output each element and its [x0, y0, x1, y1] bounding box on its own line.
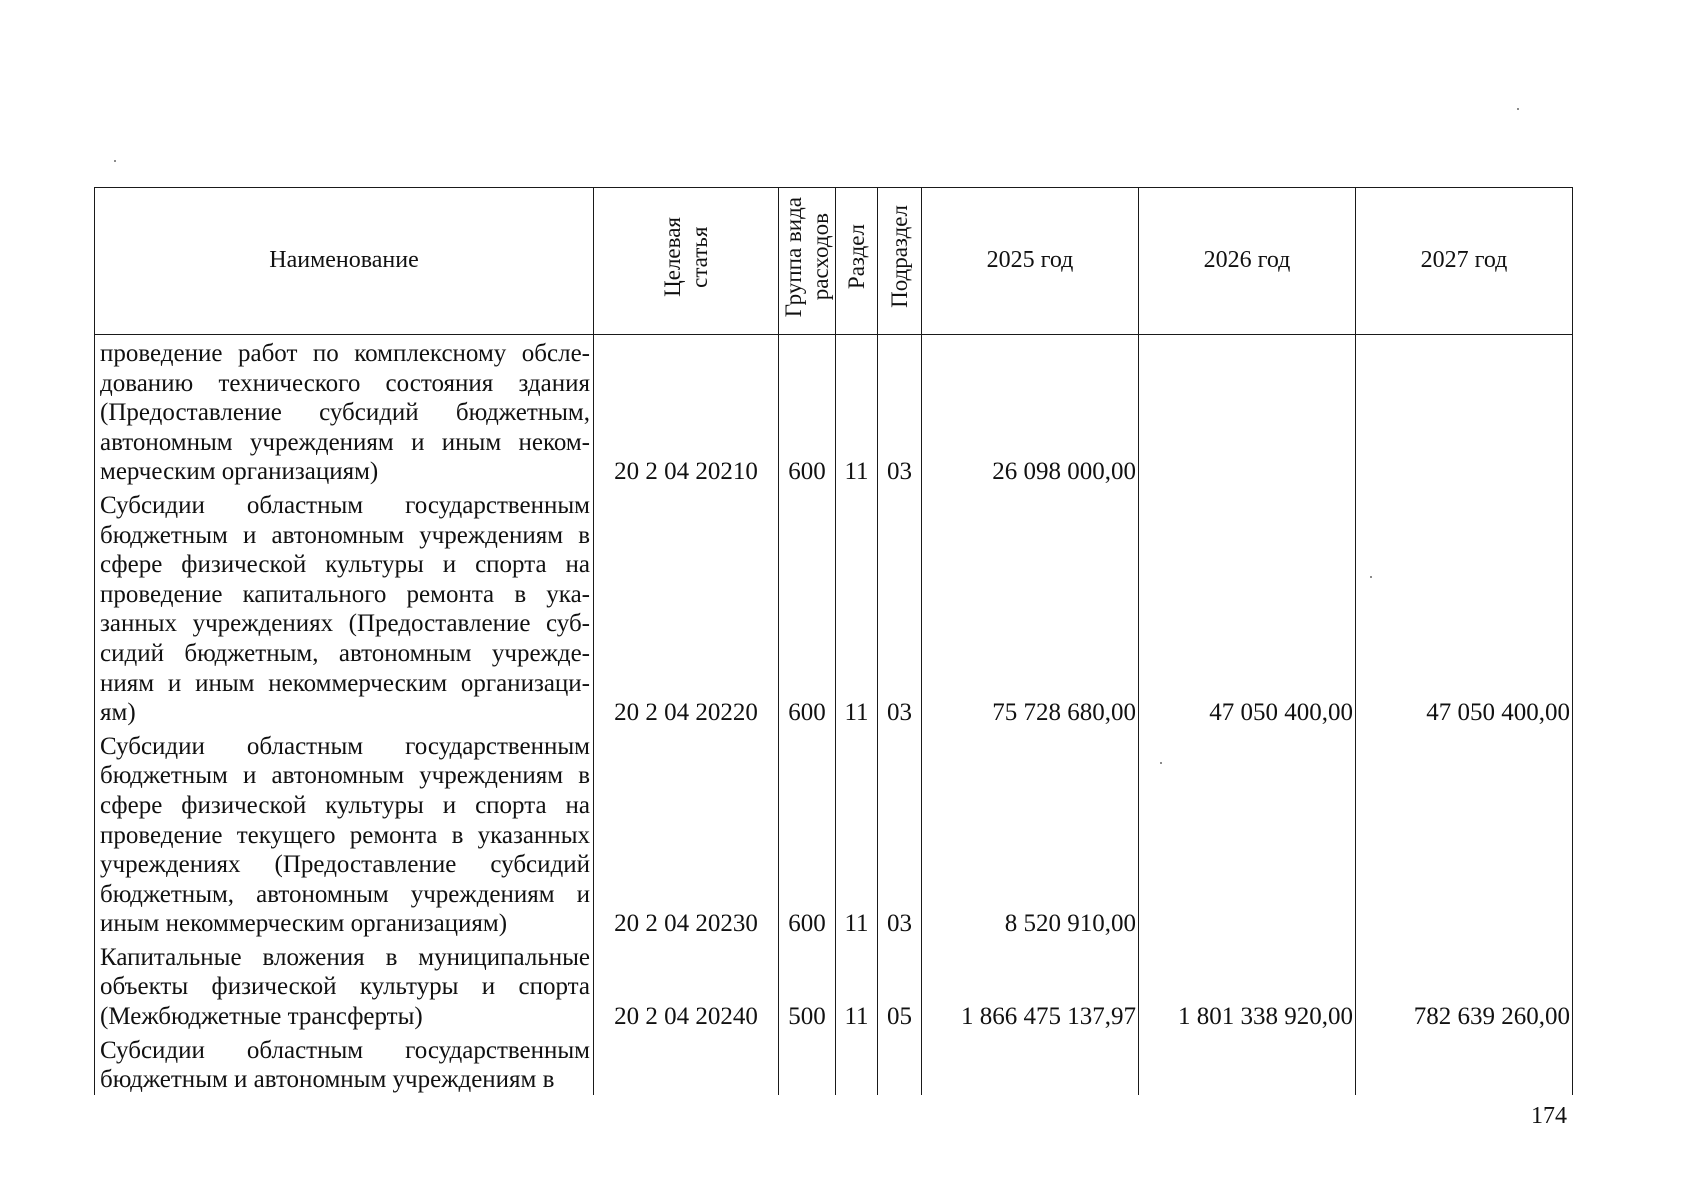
header-group-line2: расходов [808, 213, 833, 301]
row-2026 [1139, 1032, 1356, 1095]
row-section [836, 1032, 878, 1095]
row-subsection: 03 [878, 335, 922, 487]
header-target [594, 188, 779, 335]
row-2026 [1139, 335, 1356, 487]
row-subsection: 03 [878, 487, 922, 728]
row-2026: 1 801 338 920,00 [1139, 939, 1356, 1032]
row-group: 500 [779, 939, 836, 1032]
row-target [594, 1032, 779, 1095]
row-name: Субсидии областным государственным бюджетным и автономным учреждениям в [95, 1032, 594, 1095]
row-name: проведение работ по комплексному обсле-дованию технического состояния здания (Предоставление субсидий бюджетным, автономным учреждениям и иным неком-мерческим организациям) [95, 335, 594, 487]
header-section-text: Раздел [844, 224, 869, 290]
row-section: 11 [836, 335, 878, 487]
header-target-line2: статья [687, 226, 712, 288]
table-body [95, 335, 1573, 1095]
budget-table [94, 187, 1573, 1095]
table-row [95, 728, 1573, 939]
header-2025: 2025 год [922, 188, 1139, 335]
table-row [95, 939, 1573, 1032]
row-section: 11 [836, 939, 878, 1032]
header-2026: 2026 год [1139, 188, 1356, 335]
table-row [95, 487, 1573, 728]
row-target: 20 2 04 20220 [594, 487, 779, 728]
header-group [779, 188, 836, 335]
row-target: 20 2 04 20230 [594, 728, 779, 939]
row-subsection: 05 [878, 939, 922, 1032]
row-name: Капитальные вложения в муниципальные объекты физической культуры и спорта (Межбюджетные трансферты) [95, 939, 594, 1032]
row-section: 11 [836, 728, 878, 939]
row-2026 [1139, 728, 1356, 939]
row-2027: 47 050 400,00 [1356, 487, 1573, 728]
table-header [95, 188, 1573, 335]
scan-speck [1160, 762, 1162, 764]
header-name: Наименование [95, 188, 594, 335]
scan-speck [1517, 108, 1519, 110]
page-number: 174 [1531, 1103, 1567, 1129]
header-subsection-text: Подраздел [887, 205, 912, 309]
scan-speck [1370, 576, 1372, 578]
scan-speck [114, 160, 116, 162]
row-2025: 8 520 910,00 [922, 728, 1139, 939]
row-target: 20 2 04 20210 [594, 335, 779, 487]
row-2027 [1356, 335, 1573, 487]
table-row [95, 335, 1573, 487]
row-group: 600 [779, 728, 836, 939]
header-section [836, 188, 878, 335]
row-2027: 782 639 260,00 [1356, 939, 1573, 1032]
header-group-line1: Группа вида [781, 196, 806, 317]
row-subsection: 03 [878, 728, 922, 939]
row-name: Субсидии областным государственным бюджетным и автономным учреждениям в сфере физической культуры и спорта на проведение капитального ремонта в ука-занных учреждениях (Предоставление суб-сидий бюджетным, автономным учрежде-ниям и иным некоммерческим организаци-ям) [95, 487, 594, 728]
header-subsection [878, 188, 922, 335]
row-group: 600 [779, 335, 836, 487]
header-2027: 2027 год [1356, 188, 1573, 335]
row-2026: 47 050 400,00 [1139, 487, 1356, 728]
row-2025: 26 098 000,00 [922, 335, 1139, 487]
table-row [95, 1032, 1573, 1095]
row-section: 11 [836, 487, 878, 728]
row-2027 [1356, 1032, 1573, 1095]
header-target-line1: Целевая [660, 216, 685, 297]
row-group: 600 [779, 487, 836, 728]
row-name: Субсидии областным государственным бюджетным и автономным учреждениям в сфере физической культуры и спорта на проведение текущего ремонта в указанных учреждениях (Предоставление субсидий бюджетным, автономным учреждениям и иным некоммерческим организациям) [95, 728, 594, 939]
row-subsection [878, 1032, 922, 1095]
row-2025 [922, 1032, 1139, 1095]
row-2027 [1356, 728, 1573, 939]
row-target: 20 2 04 20240 [594, 939, 779, 1032]
row-2025: 1 866 475 137,97 [922, 939, 1139, 1032]
row-group [779, 1032, 836, 1095]
row-2025: 75 728 680,00 [922, 487, 1139, 728]
